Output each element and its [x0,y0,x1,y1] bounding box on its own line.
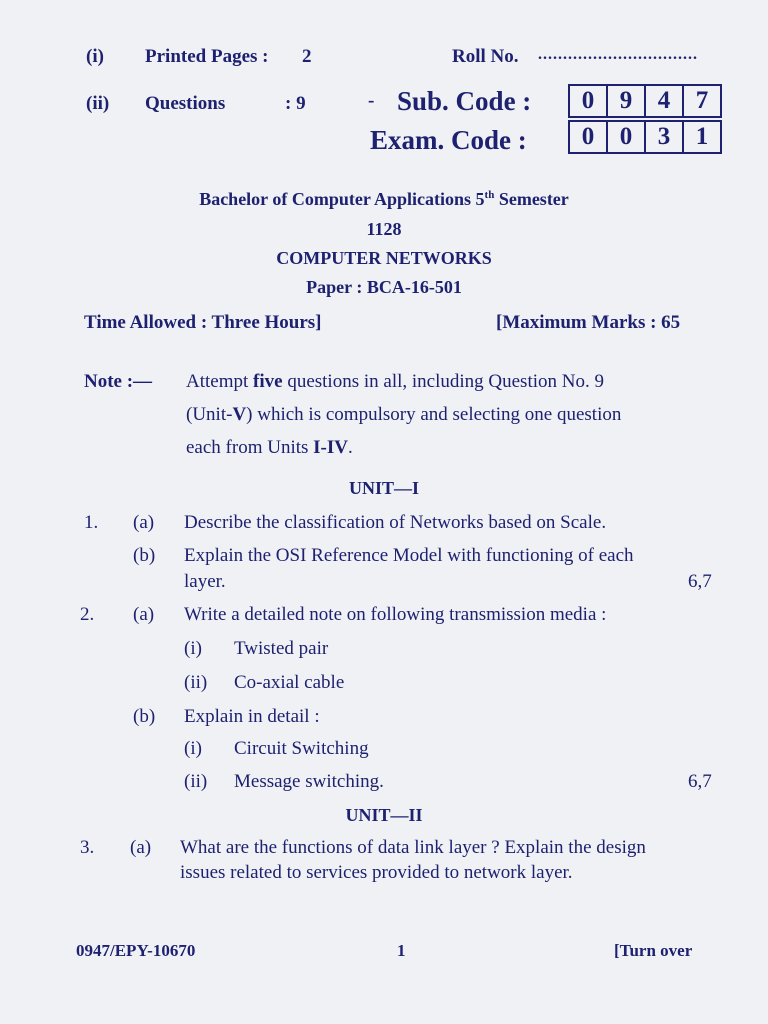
q1b-marker: (b) [133,545,156,566]
roll-no-field[interactable]: ................................ [538,46,698,63]
exam-code-label: Exam. Code : [370,125,527,155]
page-number: 1 [397,941,406,960]
sub-code-box [568,84,722,118]
note-emphasis: V [232,404,247,425]
note-line-3 [186,437,353,459]
sub-code-digit: 4 [646,86,684,116]
questions-value: : 9 [285,93,306,114]
program-sup: th [484,189,495,201]
q2-marks: 6,7 [688,771,712,792]
q1a-text: Describe the classification of Networks based on Scale. [184,512,607,533]
unit-1-heading: UNIT—I [348,478,419,498]
item1-marker: (i) [86,46,104,67]
sub-code-label: Sub. Code : [397,86,532,116]
q2b-marker: (b) [133,706,156,727]
q3-number: 3. [80,837,95,858]
turn-over-label: [Turn over [614,941,693,960]
exam-code-digit: 3 [646,122,684,152]
q3a-text-1: What are the functions of data link layer ? Explain the design [180,837,646,858]
q2a-ii-text: Co-axial cable [234,672,345,693]
q1b-text-1: Explain the OSI Reference Model with functioning of each [184,545,634,566]
note-text: (Unit- [186,404,233,425]
paper-code: 1128 [366,219,402,239]
q2b-i-marker: (i) [184,738,202,759]
sub-code-digit: 7 [695,87,709,114]
q2-number: 2. [80,604,95,625]
roll-no-label: Roll No. [452,46,519,67]
note-text: ) which is compulsory and selecting one question [246,404,622,425]
program-title [0,189,768,210]
paper-id: Paper : BCA-16-501 [306,277,462,297]
q3a-text-2: issues related to services provided to network layer. [180,862,573,883]
q2a-i-marker: (i) [184,638,202,659]
note-text: . [348,437,353,458]
note-line-1 [186,371,604,393]
exam-code-box [568,120,722,154]
dash-mark: - [368,90,375,111]
note-line-2 [186,404,621,426]
q2b-text: Explain in detail : [184,706,320,727]
note-emphasis: five [253,371,283,392]
exam-code-digit: 0 [570,122,608,152]
exam-code-digit: 1 [695,123,709,150]
q2b-ii-text: Message switching. [234,771,384,792]
q1-marks: 6,7 [688,571,712,592]
q1b-text-2: layer. [184,571,226,592]
program-suffix: Semester [494,189,569,209]
footer-code: 0947/EPY-10670 [76,941,196,960]
time-allowed: Time Allowed : Three Hours] [84,312,322,333]
program-prefix: Bachelor of Computer Applications 5 [199,189,485,209]
printed-pages-value: 2 [302,46,312,67]
q1a-marker: (a) [133,512,155,533]
q1-number: 1. [84,512,99,533]
q2a-ii-marker: (ii) [184,672,208,693]
q2a-i-text: Twisted pair [234,638,329,659]
q2b-ii-marker: (ii) [184,771,208,792]
note-text: Attempt [186,371,254,392]
q2b-i-text: Circuit Switching [234,738,369,759]
note-emphasis: I-IV [313,437,348,458]
subject-title: COMPUTER NETWORKS [276,248,492,268]
item2-marker: (ii) [86,93,110,114]
unit-2-heading: UNIT—II [345,805,423,825]
sub-code-digit: 9 [608,86,646,116]
note-text: questions in all, including Question No. 9 [282,371,604,392]
note-label: Note :— [84,371,153,392]
note-text: each from Units [186,437,314,458]
sub-code-digit: 0 [570,86,608,116]
q2a-text: Write a detailed note on following transmission media : [184,604,607,625]
q3a-marker: (a) [130,837,152,858]
q2a-marker: (a) [133,604,155,625]
questions-label: Questions [145,93,226,114]
printed-pages-label: Printed Pages : [145,46,269,67]
exam-code-digit: 0 [608,122,646,152]
max-marks: [Maximum Marks : 65 [496,312,681,333]
